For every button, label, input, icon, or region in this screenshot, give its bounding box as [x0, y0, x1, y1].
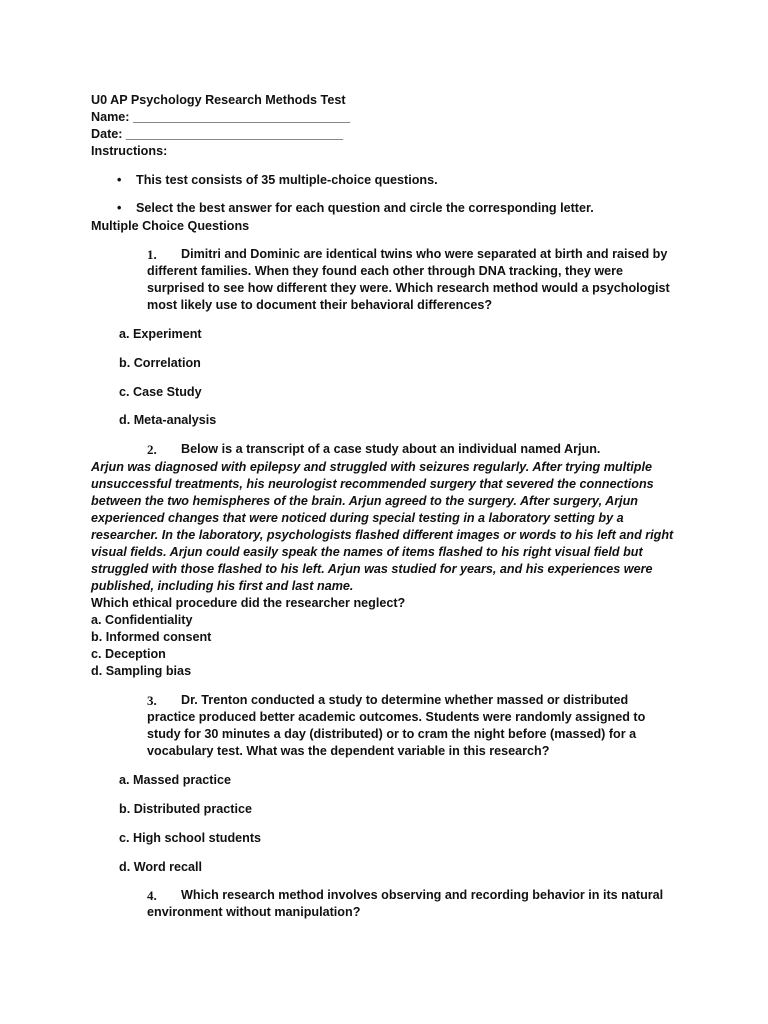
- question-text-line: study for 30 minutes a day (distributed) or to cram the night before (massed) for a: [147, 727, 637, 741]
- answer-option[interactable]: a. Massed practice: [119, 773, 232, 787]
- answer-option[interactable]: c. Deception: [91, 647, 166, 661]
- question-prompt: Which ethical procedure did the researcher neglect?: [91, 596, 406, 610]
- transcript-line: Arjun was diagnosed with epilepsy and struggled with seizures regularly. After trying multiple: [91, 460, 652, 474]
- date-field-line: Date: _______________________________: [91, 127, 344, 141]
- question-text-line: Dimitri and Dominic are identical twins who were separated at birth and raised by: [181, 247, 668, 261]
- answer-option[interactable]: b. Correlation: [119, 356, 201, 370]
- question-text-line: Dr. Trenton conducted a study to determine whether massed or distributed: [181, 693, 629, 707]
- instructions-label: Instructions:: [91, 144, 168, 158]
- question-number: 1.: [147, 247, 157, 262]
- transcript-line: between the two hemispheres of the brain. Arjun agreed to the surgery. After surgery, Arjun: [91, 494, 638, 508]
- document-title: U0 AP Psychology Research Methods Test: [91, 93, 346, 107]
- answer-option[interactable]: a. Confidentiality: [91, 613, 193, 627]
- answer-option[interactable]: d. Meta-analysis: [119, 413, 217, 427]
- answer-option[interactable]: a. Experiment: [119, 327, 202, 341]
- transcript-line: unsuccessful treatments, his neurologist recommended surgery that severed the connections: [91, 477, 654, 491]
- answer-option[interactable]: c. Case Study: [119, 385, 202, 399]
- answer-option[interactable]: b. Informed consent: [91, 630, 212, 644]
- transcript-line: visual fields. Arjun could easily speak the names of items flashed to his right visual field but: [91, 545, 643, 559]
- question-text-line: Below is a transcript of a case study about an individual named Arjun.: [181, 442, 601, 456]
- question-text-line: most likely use to document their behavioral differences?: [147, 298, 493, 312]
- name-field-line: Name: _______________________________: [91, 110, 351, 124]
- question-number: 4.: [147, 888, 157, 903]
- answer-option[interactable]: d. Word recall: [119, 860, 203, 874]
- answer-option[interactable]: d. Sampling bias: [91, 664, 192, 678]
- transcript-line: struggled with those flashed to his left. Arjun was studied for years, and his experiences were: [91, 562, 653, 576]
- transcript-line: published, including his first and last name.: [91, 579, 354, 593]
- question-text-line: Which research method involves observing and recording behavior in its natural: [181, 888, 664, 902]
- transcript-line: experienced changes that were noticed during special testing in a laboratory setting by a: [91, 511, 624, 525]
- question-number: 3.: [147, 693, 157, 708]
- bullet-icon: •: [117, 201, 122, 215]
- transcript-line: researcher. In the laboratory, psychologists flashed different images or words to his left and right: [91, 528, 674, 542]
- instruction-item: This test consists of 35 multiple-choice questions.: [136, 173, 438, 187]
- answer-option[interactable]: b. Distributed practice: [119, 802, 252, 816]
- instruction-item: Select the best answer for each question and circle the corresponding letter.: [136, 201, 594, 215]
- question-text-line: vocabulary test. What was the dependent variable in this research?: [147, 744, 550, 758]
- question-text-line: practice produced better academic outcomes. Students were randomly assigned to: [147, 710, 646, 724]
- question-text-line: environment without manipulation?: [147, 905, 361, 919]
- bullet-icon: •: [117, 173, 122, 187]
- question-number: 2.: [147, 442, 157, 457]
- question-text-line: surprised to see how different they were. Which research method would a psychologist: [147, 281, 670, 295]
- section-title: Multiple Choice Questions: [91, 219, 250, 233]
- question-text-line: different families. When they found each other through DNA tracking, they were: [147, 264, 624, 278]
- answer-option[interactable]: c. High school students: [119, 831, 262, 845]
